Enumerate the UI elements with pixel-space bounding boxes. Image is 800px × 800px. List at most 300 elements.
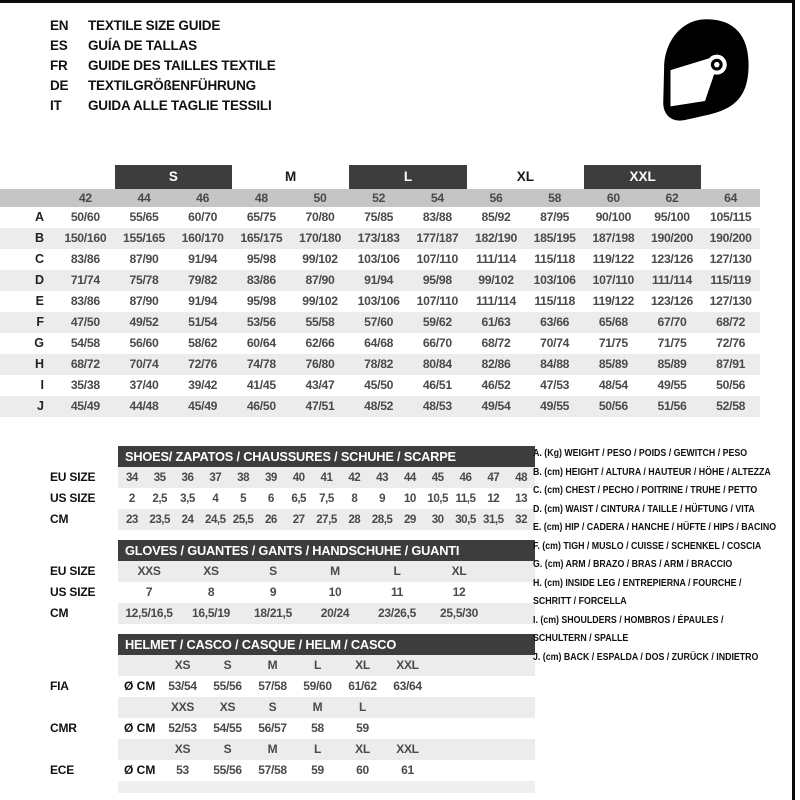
row-values xyxy=(118,561,535,582)
row-values xyxy=(118,760,535,781)
legend-item: C. (cm) CHEST / PECHO / POITRINE / TRUHE / PETTO xyxy=(533,484,758,496)
cell: 57/58 xyxy=(258,763,287,777)
legend-item: B. (cm) HEIGHT / ALTURA / HAUTEUR / HÖHE / ALTEZZA xyxy=(533,465,771,478)
textile-row-B xyxy=(0,228,760,249)
cell: 67/70 xyxy=(657,315,687,329)
cell: L xyxy=(393,564,401,578)
cell: 63/64 xyxy=(393,679,422,693)
cell: 68/72 xyxy=(716,315,746,329)
cell: 52/53 xyxy=(168,721,197,735)
cell: 105/115 xyxy=(710,210,752,224)
cell: 85/89 xyxy=(657,357,687,371)
cell: 48/54 xyxy=(598,378,628,392)
cell: 48/53 xyxy=(422,399,452,413)
cell: 31,5 xyxy=(483,513,504,526)
cell: 6,5 xyxy=(291,492,306,505)
cell: 177/187 xyxy=(416,231,459,245)
cell: 24,5 xyxy=(205,513,226,526)
language-row xyxy=(50,96,276,116)
cell: 16,5/19 xyxy=(192,606,230,620)
size-group-spacer xyxy=(56,165,115,189)
cell: M xyxy=(267,658,278,672)
cell: 42 xyxy=(348,471,361,484)
corner-cell xyxy=(0,189,56,207)
legend-line: I. (cm) SHOULDERS / HOMBROS / ÉPAULES / xyxy=(533,613,724,626)
column-header: 42 xyxy=(78,191,92,205)
cell: 160/170 xyxy=(181,231,224,245)
cell: 119/122 xyxy=(592,294,634,308)
row-values xyxy=(118,655,535,676)
cell: S xyxy=(268,700,277,714)
legend-item: J. (cm) BACK / ESPALDA / DOS / ZURÜCK / INDIETRO xyxy=(533,650,759,663)
cell: 13 xyxy=(515,492,528,505)
cell: 58 xyxy=(311,721,324,735)
cell: 9 xyxy=(379,492,386,505)
cell: 53 xyxy=(176,763,189,777)
cell: 119/122 xyxy=(592,252,634,266)
cell: 115/119 xyxy=(710,273,751,287)
cell: S xyxy=(223,658,232,672)
cell: XS xyxy=(203,564,219,578)
unit-cell: Ø CM xyxy=(124,721,156,735)
row-label: EU SIZE xyxy=(50,470,96,484)
textile-size-table xyxy=(0,165,760,417)
cell: 65/75 xyxy=(246,210,276,224)
cell: 47/51 xyxy=(305,399,335,413)
cell: 103/106 xyxy=(357,252,400,266)
page-right-border xyxy=(792,0,795,800)
row-key: C xyxy=(34,252,44,266)
cell: 20/24 xyxy=(320,606,350,620)
cell: 103/106 xyxy=(357,294,400,308)
cell: 46 xyxy=(459,471,472,484)
row-values xyxy=(118,582,535,603)
corner-spacer xyxy=(0,165,56,189)
cell: 2 xyxy=(128,492,135,505)
cell: L xyxy=(313,742,322,756)
cell: 150/160 xyxy=(64,231,107,245)
cell: 170/180 xyxy=(299,231,341,245)
racing-helmet-icon xyxy=(650,12,760,130)
size-group-xl: XL xyxy=(516,169,534,184)
cell: 185/195 xyxy=(533,231,576,245)
cell: 7,5 xyxy=(319,492,334,505)
cell: 63/66 xyxy=(540,315,570,329)
cell: 59 xyxy=(356,721,369,735)
table-row xyxy=(0,655,535,676)
textile-row-G xyxy=(0,333,760,354)
cell: 45/49 xyxy=(188,399,218,413)
cell: 46/52 xyxy=(481,378,511,392)
cell: 55/56 xyxy=(213,679,242,693)
cell: 54/58 xyxy=(70,336,100,350)
cell: 65/68 xyxy=(598,315,628,329)
language-title: GUIDA ALLE TAGLIE TESSILI xyxy=(88,98,272,113)
cell: 57/60 xyxy=(364,315,394,329)
cell: 27 xyxy=(292,513,305,526)
textile-row-C xyxy=(0,249,760,270)
size-group-spacer xyxy=(701,165,760,189)
cell: 56/60 xyxy=(129,336,159,350)
cell: S xyxy=(269,564,277,578)
cell: 62/66 xyxy=(305,336,335,350)
column-header: 46 xyxy=(196,191,210,205)
row-key: H xyxy=(34,357,44,371)
cell: 10,5 xyxy=(427,492,448,505)
cell: 72/76 xyxy=(716,336,746,350)
cell: XS xyxy=(174,658,191,672)
unit-cell: Ø CM xyxy=(124,679,156,693)
cell: 43/47 xyxy=(305,378,335,392)
cell: 28,5 xyxy=(371,513,393,526)
cell: 83/86 xyxy=(70,294,100,308)
cell: 38 xyxy=(237,471,250,484)
column-header: 52 xyxy=(372,191,386,205)
row-key: I xyxy=(40,378,44,392)
row-values xyxy=(118,676,535,697)
legend-line: H. (cm) INSIDE LEG / ENTREPIERNA / FOURCHE / xyxy=(533,576,742,589)
cell: 87/95 xyxy=(540,210,570,224)
textile-row-F xyxy=(0,312,760,333)
cell: XL xyxy=(355,742,370,756)
cell: 99/102 xyxy=(302,294,338,308)
textile-columns-band xyxy=(0,189,760,207)
cell: 25,5/30 xyxy=(440,606,478,620)
row-label: EU SIZE xyxy=(50,564,96,578)
row-label: US SIZE xyxy=(50,491,96,505)
row-label: FIA xyxy=(50,679,69,693)
cell: 23 xyxy=(125,513,138,526)
shoes-section xyxy=(0,446,535,530)
cell: XXL xyxy=(396,742,419,756)
cell: 27,5 xyxy=(316,513,337,526)
textile-row-H xyxy=(0,354,760,375)
legend-item: D. (cm) WAIST / CINTURA / TAILLE / HÜFTUNG / VITA xyxy=(533,502,755,515)
cell: 60/64 xyxy=(246,336,276,350)
row-label xyxy=(0,655,118,676)
row-key: D xyxy=(34,273,44,287)
textile-row-E xyxy=(0,291,760,312)
language-row xyxy=(50,36,276,56)
cell: 187/198 xyxy=(592,231,635,245)
cell: 91/94 xyxy=(364,273,394,287)
row-key: F xyxy=(36,315,44,329)
cell: 95/98 xyxy=(246,294,276,308)
language-row xyxy=(50,76,276,96)
legend-item xyxy=(533,611,753,648)
table-row xyxy=(0,697,535,718)
cell: 46/50 xyxy=(246,399,276,413)
cell: 25,5 xyxy=(232,513,254,526)
column-header: 56 xyxy=(489,191,503,205)
column-header: 58 xyxy=(548,191,562,205)
cell: 74/78 xyxy=(246,357,276,371)
legend-item: E. (cm) HIP / CADERA / HANCHE / HÜFTE / HIPS / BACINO xyxy=(533,521,777,533)
cell: 57/58 xyxy=(258,679,287,693)
cell: 53/56 xyxy=(246,315,276,329)
row-values xyxy=(118,718,535,739)
column-header: 44 xyxy=(137,191,151,205)
cell: 75/85 xyxy=(364,210,394,224)
cell: 87/90 xyxy=(129,252,159,266)
gloves-section xyxy=(0,540,535,624)
language-list xyxy=(50,16,276,116)
cell: 44 xyxy=(403,471,416,484)
row-values xyxy=(118,488,535,509)
table-row xyxy=(0,676,535,697)
cell: 61 xyxy=(401,763,414,777)
cell: 82/86 xyxy=(481,357,511,371)
cell: 32 xyxy=(515,513,528,526)
cell: 50/56 xyxy=(716,378,746,392)
language-code: IT xyxy=(50,98,62,113)
cell: 2,5 xyxy=(152,492,167,505)
cell: 44/48 xyxy=(129,399,159,413)
size-group-l: L xyxy=(349,165,466,189)
cell: 55/56 xyxy=(213,763,242,777)
cell: 91/94 xyxy=(188,252,218,266)
language-title: TEXTILE SIZE GUIDE xyxy=(88,18,221,33)
cell: 71/75 xyxy=(598,336,628,350)
cell: 41 xyxy=(320,471,333,484)
cell: 71/74 xyxy=(70,273,100,287)
measurement-legend xyxy=(533,444,795,666)
cell: XL xyxy=(355,658,370,672)
cell: 24 xyxy=(181,513,194,526)
size-group-m: M xyxy=(285,169,297,184)
cell: 83/86 xyxy=(246,273,276,287)
legend-item: G. (cm) ARM / BRAZO / BRAS / ARM / BRACCIO xyxy=(533,558,733,570)
cell: 4 xyxy=(212,492,219,505)
cell: 45 xyxy=(431,471,444,484)
cell: 115/118 xyxy=(534,252,575,266)
textile-size-groups xyxy=(0,165,760,189)
cell: 123/126 xyxy=(651,294,693,308)
table-row xyxy=(0,739,535,760)
cell: 72/76 xyxy=(188,357,218,371)
textile-row-A xyxy=(0,207,760,228)
table-row xyxy=(0,467,535,488)
cell: 84/88 xyxy=(540,357,570,371)
table-row xyxy=(0,760,535,781)
cell: 80/84 xyxy=(422,357,452,371)
cell: 85/92 xyxy=(481,210,511,224)
row-key: B xyxy=(34,231,44,245)
table-row xyxy=(0,509,535,530)
cell: 40 xyxy=(292,471,305,484)
language-code: ES xyxy=(50,38,68,53)
cell: 56/57 xyxy=(258,721,287,735)
cell: 78/82 xyxy=(364,357,394,371)
page-top-border xyxy=(0,0,795,3)
cell: M xyxy=(267,742,278,756)
cell: 58/62 xyxy=(188,336,218,350)
cell: 11 xyxy=(390,585,404,599)
language-title: TEXTILGRÖßENFÜHRUNG xyxy=(88,78,256,93)
cell: 115/118 xyxy=(534,294,575,308)
cell: 37 xyxy=(209,471,222,484)
cell: 75/78 xyxy=(129,273,159,287)
shoes-table-title: SHOES/ ZAPATOS / CHAUSSURES / SCHUHE / SCARPE xyxy=(118,446,535,467)
table-row xyxy=(0,582,535,603)
cell: 190/200 xyxy=(709,231,752,245)
cell: 6 xyxy=(267,492,274,505)
cell: 26 xyxy=(264,513,277,526)
row-label: CM xyxy=(50,512,69,526)
cell: 111/114 xyxy=(476,252,516,266)
cell: 47/53 xyxy=(540,378,570,392)
cell: 36 xyxy=(181,471,194,484)
language-code: EN xyxy=(50,18,69,33)
cell: 52/58 xyxy=(716,399,746,413)
cell: 51/56 xyxy=(657,399,687,413)
cell: L xyxy=(358,700,367,714)
cell: 45/50 xyxy=(364,378,394,392)
cell: 48 xyxy=(515,471,528,484)
column-header: 62 xyxy=(665,191,679,205)
cell: 68/72 xyxy=(481,336,511,350)
row-label: CM xyxy=(50,606,69,620)
cell: M xyxy=(312,700,323,714)
table-row xyxy=(0,488,535,509)
language-row xyxy=(50,16,276,36)
column-header: 54 xyxy=(430,191,444,205)
row-key: A xyxy=(34,210,44,224)
cell: 47/50 xyxy=(70,315,100,329)
row-label xyxy=(0,697,118,718)
cell: 103/106 xyxy=(533,273,576,287)
cell: S xyxy=(223,742,232,756)
cell: 70/80 xyxy=(305,210,335,224)
cell: 107/110 xyxy=(416,252,458,266)
cell: 91/94 xyxy=(188,294,218,308)
legend-line: SCHRITT / FORCELLA xyxy=(533,595,627,607)
cell xyxy=(385,718,430,739)
cell: 11,5 xyxy=(455,492,476,505)
column-header: 64 xyxy=(724,191,738,205)
cell: L xyxy=(313,658,322,672)
legend-item: A. (Kg) WEIGHT / PESO / POIDS / GEWITCH / PESO xyxy=(533,447,748,459)
cell: 127/130 xyxy=(709,294,752,308)
cell: 85/89 xyxy=(598,357,628,371)
cell: 127/130 xyxy=(709,252,752,266)
cell: 83/88 xyxy=(422,210,452,224)
cell: 49/55 xyxy=(657,378,687,392)
size-group-xxl: XXL xyxy=(584,165,701,189)
cell: 70/74 xyxy=(540,336,570,350)
helmet-table-title: HELMET / CASCO / CASQUE / HELM / CASCO xyxy=(118,634,535,655)
cell: 95/98 xyxy=(422,273,452,287)
cell: 76/80 xyxy=(305,357,335,371)
row-key: E xyxy=(35,294,44,308)
row-values xyxy=(118,697,535,718)
cell: 35 xyxy=(153,471,166,484)
cell: 70/74 xyxy=(129,357,159,371)
legend-item xyxy=(533,574,753,611)
row-key: J xyxy=(37,399,44,413)
size-group-s: S xyxy=(115,165,232,189)
unit-cell xyxy=(118,655,160,676)
cell: 53/54 xyxy=(168,679,197,693)
language-code: FR xyxy=(50,58,68,73)
column-header: 50 xyxy=(313,191,327,205)
cell: 3,5 xyxy=(180,492,195,505)
cell: XS xyxy=(219,700,236,714)
row-key: G xyxy=(34,336,44,350)
cell: 155/165 xyxy=(123,231,165,245)
table-row xyxy=(0,718,535,739)
cell: 12 xyxy=(452,585,466,599)
cell: 90/100 xyxy=(595,210,632,224)
cell: XL xyxy=(451,564,467,578)
column-header: 60 xyxy=(606,191,620,205)
cell: 8 xyxy=(351,492,358,505)
cell: 49/55 xyxy=(540,399,570,413)
gloves-table-title: GLOVES / GUANTES / GANTS / HANDSCHUHE / GUANTI xyxy=(118,540,535,561)
cell: 111/114 xyxy=(476,294,516,308)
cell: 23/26,5 xyxy=(378,606,416,620)
cell: 61/62 xyxy=(348,679,377,693)
cell: 79/82 xyxy=(188,273,218,287)
cell xyxy=(385,697,430,718)
cell: 12,5/16,5 xyxy=(125,606,173,620)
cell: 182/190 xyxy=(475,231,517,245)
cell: 55/65 xyxy=(129,210,159,224)
cell: 47 xyxy=(487,471,500,484)
cell: 99/102 xyxy=(302,252,338,266)
row-label: CMR xyxy=(50,721,77,735)
helmet-table-end-strip xyxy=(118,781,535,793)
cell: 46/51 xyxy=(422,378,452,392)
cell: 60 xyxy=(356,763,369,777)
row-values xyxy=(118,467,535,488)
cell: 18/21,5 xyxy=(254,606,292,620)
cell: 7 xyxy=(145,585,153,599)
cell: 123/126 xyxy=(651,252,693,266)
language-title: GUÍA DE TALLAS xyxy=(88,38,197,53)
cell: XXS xyxy=(137,564,161,578)
cell: M xyxy=(330,564,340,578)
textile-row-I xyxy=(0,375,760,396)
cell: 43 xyxy=(376,471,389,484)
cell: 71/75 xyxy=(657,336,687,350)
textile-row-J xyxy=(0,396,760,417)
language-title: GUIDE DES TAILLES TEXTILE xyxy=(88,58,276,73)
textile-row-D xyxy=(0,270,760,291)
cell: XXL xyxy=(396,658,419,672)
cell: 87/90 xyxy=(129,294,159,308)
cell: 107/110 xyxy=(416,294,458,308)
cell: 10 xyxy=(403,492,416,505)
language-code: DE xyxy=(50,78,69,93)
cell: 39 xyxy=(264,471,277,484)
row-values xyxy=(118,509,535,530)
cell: 64/68 xyxy=(364,336,394,350)
cell: 60/70 xyxy=(188,210,218,224)
cell: 9 xyxy=(269,585,277,599)
textile-rows xyxy=(0,207,760,417)
helmet-section xyxy=(0,634,535,793)
row-label: US SIZE xyxy=(50,585,96,599)
cell: 49/52 xyxy=(129,315,159,329)
legend-item: F. (cm) TIGH / MUSLO / CUISSE / SCHENKEL / COSCIA xyxy=(533,539,762,552)
column-header: 48 xyxy=(254,191,268,205)
helmet-table-body xyxy=(0,655,535,781)
row-values xyxy=(118,739,535,760)
table-row xyxy=(0,561,535,582)
row-values xyxy=(118,603,535,624)
cell: 50/60 xyxy=(70,210,100,224)
